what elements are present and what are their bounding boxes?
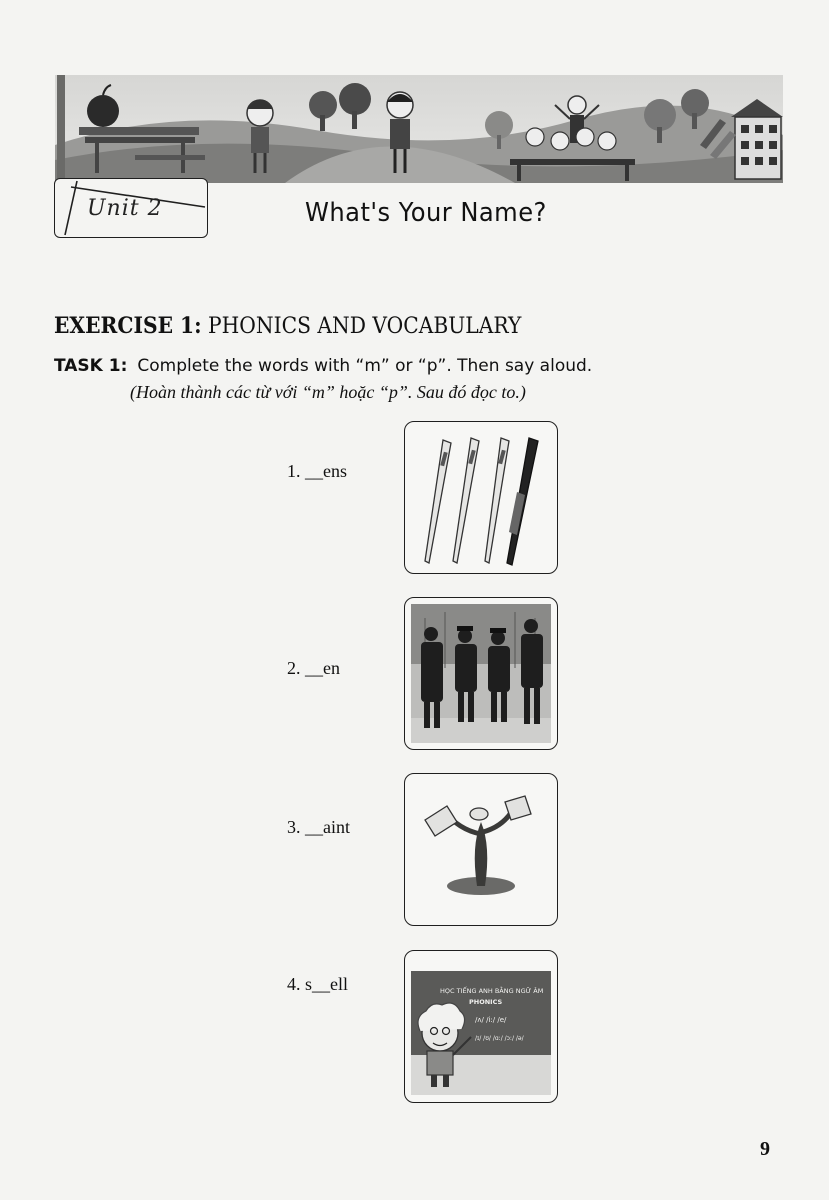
item-2-word: 2. __en [287,658,340,678]
item-4-word: 4. s__ell [287,974,348,994]
task-instruction-line [54,356,592,376]
task-instruction: Complete the words with “m” or “p”. Then say aloud. [137,356,593,376]
spell-board-line-2: PHONICS [469,998,503,1006]
men-picture [404,597,558,750]
task-translation: (Hoàn thành các từ với “m” hoặc “p”. Sau đó đọc to.) [130,382,526,402]
unit-label: Unit 2 [87,196,163,221]
page-number: 9 [760,1138,770,1160]
spell-board-line-4: /ɪ/ /ʊ/ /ɑ:/ /ɔ:/ /ə/ [475,1035,524,1042]
item-1-word: 1. __ens [287,461,347,481]
unit-label-box [54,178,208,238]
spell-board-line-1: HỌC TIẾNG ANH BẰNG NGỮ ÂM [440,987,544,995]
exercise-heading [54,313,521,339]
unit-banner-illustration [55,75,783,183]
pens-picture [404,421,558,574]
item-3-word: 3. __aint [287,817,350,837]
page-title: What's Your Name? [305,198,547,228]
spell-picture [404,950,558,1103]
spell-board-line-3: /ʌ/ /i:/ /e/ [475,1016,507,1024]
exercise-number: EXERCISE 1: [54,313,202,339]
exercise-name: PHONICS AND VOCABULARY [208,314,522,339]
paint-picture [404,773,558,926]
task-label: TASK 1: [54,356,128,376]
